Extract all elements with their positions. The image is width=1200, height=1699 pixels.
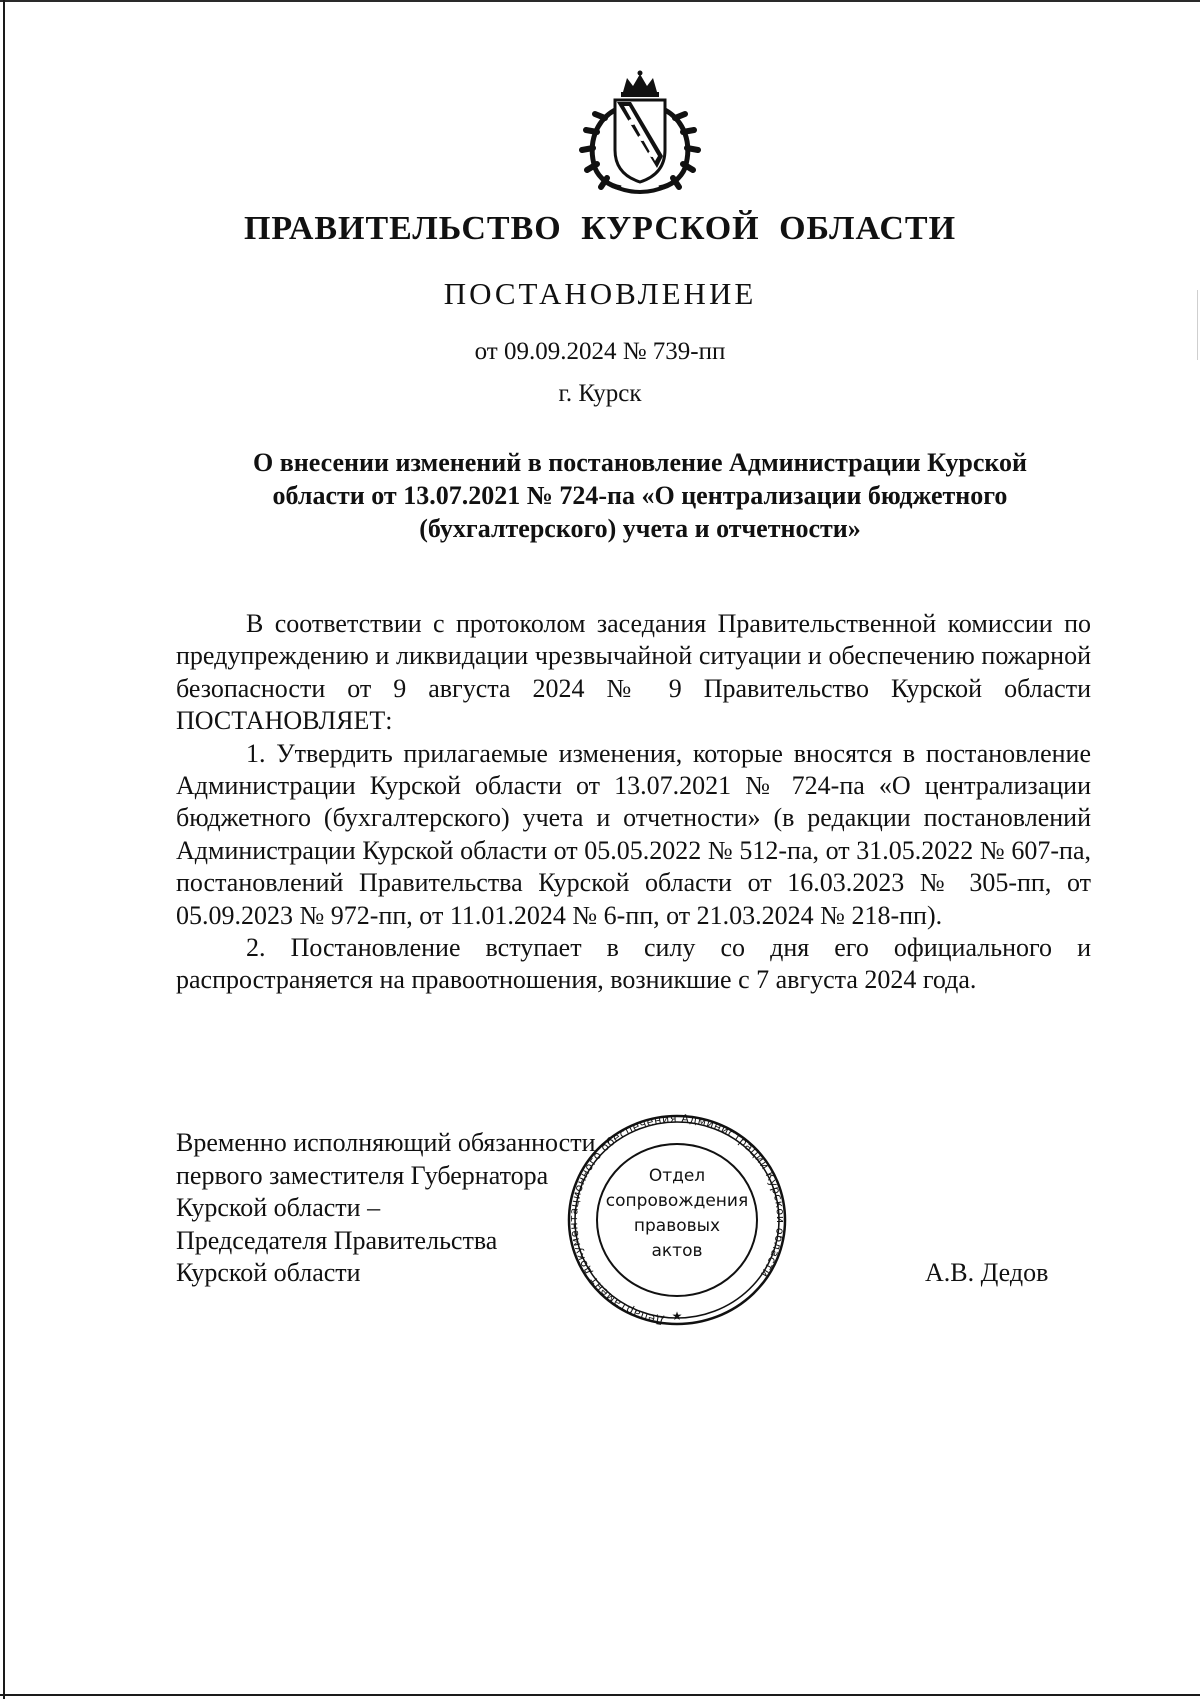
heading-line: О внесении изменений в постановление Администрации Курской — [253, 448, 1027, 477]
document-number: от 09.09.2024 № 739-пп — [474, 338, 726, 365]
body-paragraph-preamble: В соответствии с протоколом заседания Правительственной комиссии по предупреждению и ликвидации чрезвычайной ситуации и обеспечению пожарной безопасности от 9 августа 2024 № 9 Правительство Курской области ПОСТАНОВЛЯЕТ: — [176, 609, 1091, 736]
signer-name: А.В. Дедов — [925, 1258, 1049, 1287]
signatory-line: Временно исполняющий обязанности — [176, 1128, 596, 1157]
document-type: ПОСТАНОВЛЕНИЕ — [443, 276, 757, 311]
signatory-line: Председателя Правительства — [176, 1225, 498, 1255]
heading-line: области от 13.07.2021 № 724-па «О централизации бюджетного — [272, 481, 1008, 510]
stamp-inner-line: Отдел — [648, 1166, 706, 1186]
body-paragraph-item-1: 1. Утвердить прилагаемые изменения, которые вносятся в постановление Администрации Курской области от 13.07.2021 № 724-па «О централизации бюджетного (бухгалтерского) учета и отчетности» (в редакции постановлений Администрации Курской области от 05.05.2022 № 512-па, от 31.05.2022 № 607-па, постановлений Правительства Курской области от 16.03.2023 № 305-пп, от 05.09.2023 № 972-пп, от 11.01.2024 № 6-пп, от 21.03.2024 № 218-пп). — [176, 738, 1091, 930]
document-heading — [190, 446, 1090, 545]
stamp-inner-line: актов — [651, 1241, 703, 1261]
page-frame-bottom — [0, 1694, 1200, 1696]
kursk-coat-of-arms-icon — [575, 70, 705, 195]
body-paragraph-item-2: 2. Постановление вступает в силу со дня его официального и распространяется на правоотношения, возникшие с 7 августа 2024 года. — [176, 933, 1091, 995]
stamp-star-icon: ★ — [671, 1309, 683, 1323]
signatory-line: Курской области — [176, 1258, 361, 1288]
government-title: ПРАВИТЕЛЬСТВО КУРСКОЙ ОБЛАСТИ — [243, 210, 957, 247]
page-frame-left — [3, 0, 5, 1699]
signatory-position — [176, 1127, 596, 1290]
signatory-line: Курской области – — [176, 1193, 381, 1223]
document-body — [176, 608, 1091, 997]
stamp-inner-line: сопровождения — [605, 1191, 749, 1211]
document-city: г. Курск — [558, 380, 642, 407]
stamp-inner-line: правовых — [633, 1216, 721, 1236]
page-frame-top — [0, 0, 1200, 2]
stamp-ring-text: Департамент документационного обеспечения Администрации Курской области — [567, 1111, 788, 1328]
signatory-line: первого заместителя Губернатора — [176, 1160, 549, 1190]
heading-line: (бухгалтерского) учета и отчетности» — [419, 514, 861, 543]
